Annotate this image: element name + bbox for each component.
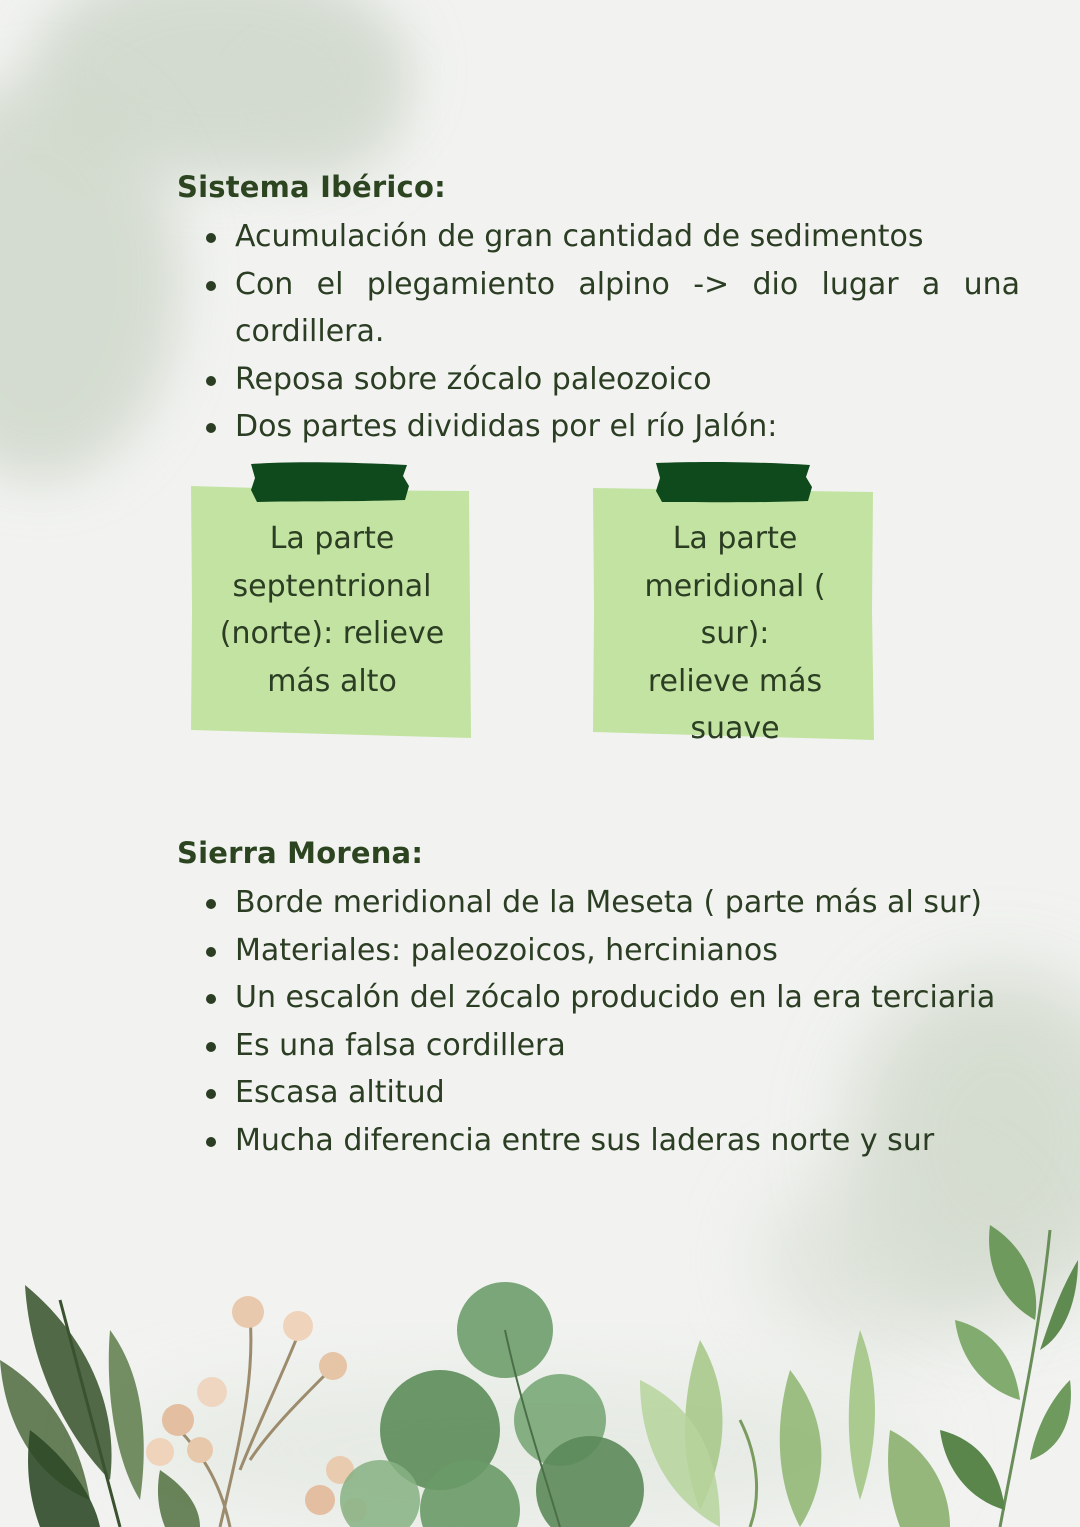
note-line: La parte [269, 521, 395, 556]
list-item-line: cordillera. [235, 314, 385, 349]
list-item: Mucha diferencia entre sus laderas norte y sur [200, 1117, 1020, 1165]
list-item-line: Con el plegamiento alpino -> dio lugar a una [235, 266, 1020, 302]
section-heading-sierra-morena: Sierra Morena: [177, 836, 424, 870]
list-item: Un escalón del zócalo producido en la era terciaria [200, 974, 1020, 1022]
note-line: (norte): relieve [219, 616, 445, 651]
list-item: Es una falsa cordillera [200, 1022, 1020, 1070]
list-item: Acumulación de gran cantidad de sedimentos [200, 213, 1020, 261]
note-line: septentrional [232, 568, 432, 604]
note-line: meridional ( sur): [644, 568, 826, 651]
list-item: Dos partes divididas por el río Jalón: [200, 403, 1020, 451]
section-heading-sistema-iberico: Sistema Ibérico: [177, 170, 446, 204]
list-item: Materiales: paleozoicos, hercinianos [200, 927, 1020, 975]
list-item: Escasa altitud [200, 1069, 1020, 1117]
note-line: más alto [267, 663, 397, 699]
leaf-sprigs-icon [640, 1330, 950, 1527]
note-line: relieve más suave [647, 663, 823, 746]
leaf-branch-icon [940, 1225, 1078, 1527]
list-item: Reposa sobre zócalo paleozoico [200, 356, 1020, 404]
olive-leaves-icon [0, 1285, 200, 1527]
note-line: La parte [672, 521, 798, 556]
eucalyptus-leaves-icon [340, 1282, 644, 1527]
list-item: Borde meridional de la Meseta ( parte más al sur) [200, 879, 1020, 927]
